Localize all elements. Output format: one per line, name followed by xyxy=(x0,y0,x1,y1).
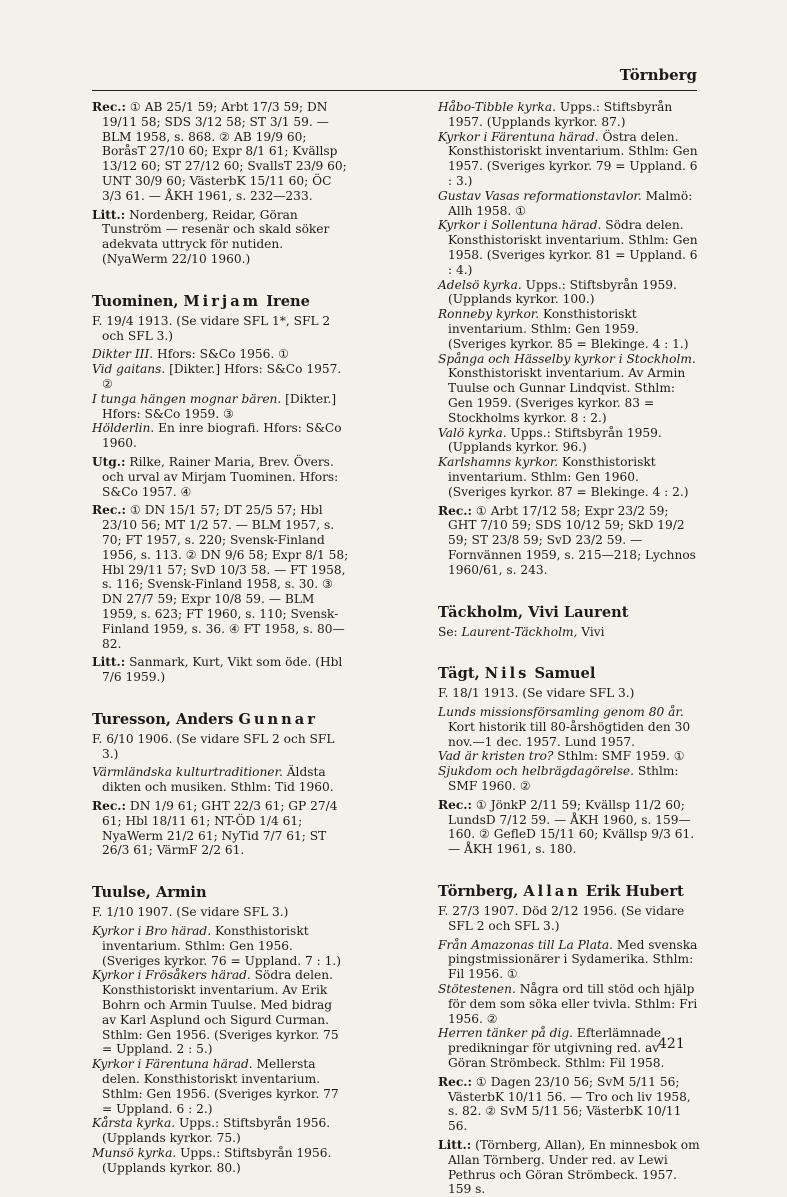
entry-heading: Turesson, Anders Gunnar xyxy=(92,710,318,728)
entry-tuominen xyxy=(92,293,350,685)
page-number: 421 xyxy=(658,1036,685,1052)
work-item: Kyrkor i Färentuna härad. Mellersta delen. Konsthistoriskt inventarium. Sthlm: Gen 1956. (Sveriges kyrkor. 77 = Uppland. 6 : 2.) xyxy=(92,1057,339,1116)
reviews: Rec.: ① DN 15/1 57; DT 25/5 57; Hbl 23/10 56; MT 1/2 57. — BLM 1957, s. 70; FT 1957, s. 220; Svensk-Finland 1956, s. 113. ② DN 9/6 58; Expr 8/1 58; Hbl 29/11 57; SvD 10/3 58. — FT 1958, s. 116; Svensk-Finland 1958, s. 30. ③ DN 27/7 59; Expr 10/8 59. — BLM 1959, s. 623; FT 1960, s. 110; Svensk-Finland 1959, s. 36. ④ FT 1958, s. 80—82. xyxy=(92,503,349,651)
work-item: Från Amazonas till La Plata. Med svenska pingstmissionärer i Sydamerika. Sthlm: Fil 1956. ① xyxy=(438,937,698,982)
work-item: Sjukdom och helbrägdagörelse. Sthlm: SMF 1960. ② xyxy=(438,764,679,794)
work-item: Lunds missionsförsamling genom 80 år. Kort historik till 80-årshögtiden den 30 nov.—1 dec. 1957. Lund 1957. xyxy=(438,705,691,749)
work-item: Munsö kyrka. Upps.: Stiftsbyrån 1956. (Upplands kyrkor. 80.) xyxy=(92,1146,332,1175)
work-item: Kyrkor i Frösåkers härad. Södra delen. Konsthistoriskt inventarium. Av Erik Bohrn och Armin Tuulse. Med bidrag av Karl Asplund och Sigurd Curman. Sthlm: Gen 1956. (Sveriges kyrkor. 75 = Uppland. 2 : 5.) xyxy=(92,968,339,1057)
work-item: Spånga och Hässelby kyrkor i Stockholm. Konsthistoriskt inventarium. Av Armin Tuulse och Gunnar Lindqvist. Sthlm: Gen 1959. (Sveriges kyrkor. 83 = Stockholms kyrkor. 8 : 2.) xyxy=(438,351,696,425)
entry-heading: Täckholm, Vivi Laurent xyxy=(438,603,629,621)
bio-line: F. 19/4 1913. (Se vidare SFL 1*, SFL 2 och SFL 3.) xyxy=(92,313,331,343)
running-head: Törnberg xyxy=(619,66,697,84)
work-item: Valö kyrka. Upps.: Stiftsbyrån 1959. (Upplands kyrkor. 96.) xyxy=(438,425,662,455)
reviews: Rec.: ① JönkP 2/11 59; Kvällsp 11/2 60; LundsD 7/12 59. — ÅKH 1960, s. 159—160. ② GefleD 15/11 60; Kvällsp 9/3 61. — ÅKH 1961, s. 180. xyxy=(438,797,695,857)
bio-line: F. 18/1 1913. (Se vidare SFL 3.) xyxy=(438,686,635,701)
work-item: Kyrkor i Bro härad. Konsthistoriskt inventarium. Sthlm: Gen 1956. (Sveriges kyrkor. 76 = Uppland. 7 : 1.) xyxy=(92,924,342,968)
entry-tackholm xyxy=(438,604,700,640)
reviews: Rec.: ① Dagen 23/10 56; SvM 5/11 56; VästerbK 10/11 56. — Tro och liv 1958, s. 82. ② SvM 5/11 56; VästerbK 10/11 56. xyxy=(438,1074,691,1134)
work-item: Stötestenen. Några ord till stöd och hjälp för dem som söka eller tvivla. Sthlm: Fri 1956. ② xyxy=(438,982,698,1026)
entry-heading: Törnberg, Allan Erik Hubert xyxy=(438,883,684,901)
work-item: Kyrkor i Färentuna härad. Östra delen. Konsthistoriskt inventarium. Sthlm: Gen 1957. (Sveriges kyrkor. 79 = Uppland. 6 : 3.) xyxy=(438,129,698,188)
reviews: Rec.: DN 1/9 61; GHT 22/3 61; GP 27/4 61; Hbl 18/11 61; NT-ÖD 1/4 61; NyaWerm 21/2 61; NyTid 7/7 61; ST 26/3 61; VärmF 2/2 61. xyxy=(92,799,338,858)
reviews: Rec.: ① Arbt 17/12 58; Expr 23/2 59; GHT 7/10 59; SDS 10/12 59; SkD 19/2 59; ST 23/8 59; SvD 23/2 59. — Fornvännen 1959, s. 215—218; Lychnos 1960/61, s. 243. xyxy=(438,503,696,577)
work-item: Värmländska kulturtraditioner. Äldsta dikten och musiken. Sthlm: Tid 1960. xyxy=(92,765,334,795)
literature: Litt.: (Törnberg, Allan), En minnesbok om Allan Törnberg. Under red. av Lewi Pethrus och Göran Strömbeck. 1957. 159 s. xyxy=(438,1138,700,1197)
work-item: Dikter III. Hfors: S&Co 1956. ① xyxy=(92,347,290,362)
edited-works: Utg.: Rilke, Rainer Maria, Brev. Övers. och urval av Mirjam Tuominen. Hfors: S&Co 1957. ④ xyxy=(92,454,339,499)
bio-line: F. 27/3 1907. Död 2/12 1956. (Se vidare SFL 2 och SFL 3.) xyxy=(438,904,685,933)
left-column xyxy=(92,100,350,1176)
work-item: Karlshamns kyrkor. Konsthistoriskt inventarium. Sthlm: Gen 1960. (Sveriges kyrkor. 87 = Blekinge. 4 : 2.) xyxy=(438,455,689,499)
work-item: Adelsö kyrka. Upps.: Stiftsbyrån 1959. (Upplands kyrkor. 100.) xyxy=(438,277,677,307)
work-item: Gustav Vasas reformationstavlor. Malmö: Allh 1958. ① xyxy=(438,188,693,218)
work-item: Kårsta kyrka. Upps.: Stiftsbyrån 1956. (Upplands kyrkor. 75.) xyxy=(92,1116,331,1146)
literature: Litt.: Nordenberg, Reidar, Göran Tunström — resenär och skald söker adekvata uttryck för nutiden. (NyaWerm 22/10 1960.) xyxy=(92,207,330,266)
entry-tunstrom-continued xyxy=(92,100,350,267)
work-item: Vid gaitans. [Dikter.] Hfors: S&Co 1957. ② xyxy=(92,362,342,391)
work-item: Ronneby kyrkor. Konsthistoriskt inventarium. Sthlm: Gen 1959. (Sveriges kyrkor. 85 = Blekinge. 4 : 1.) xyxy=(438,307,689,351)
entry-heading: Tägt, Nils Samuel xyxy=(438,665,596,683)
work-item: Vad är kristen tro? Sthlm: SMF 1959. ① xyxy=(438,749,685,764)
entry-turesson xyxy=(92,711,350,858)
entry-tagt xyxy=(438,665,700,857)
literature: Litt.: Sanmark, Kurt, Vikt som öde. (Hbl 7/6 1959.) xyxy=(92,655,343,685)
work-item: Herren tänker på dig. Efterlämnade predikningar för utgivning red. av Göran Strömbeck. Sthlm: Fil 1958. xyxy=(438,1026,665,1071)
bio-line: F. 6/10 1906. (Se vidare SFL 2 och SFL 3.) xyxy=(92,731,335,761)
work-item: Håbo-Tibble kyrka. Upps.: Stiftsbyrån 1957. (Upplands kyrkor. 87.) xyxy=(438,100,673,129)
page-header xyxy=(92,62,697,91)
cross-reference: Se: Laurent-Täckholm, Vivi xyxy=(438,624,605,639)
bio-line: F. 1/10 1907. (Se vidare SFL 3.) xyxy=(92,905,289,920)
reviews: Rec.: ① AB 25/1 59; Arbt 17/3 59; DN 19/11 58; SDS 3/12 58; ST 3/1 59. — BLM 1958, s. 868. ② AB 19/9 60; BoråsT 27/10 60; Expr 8/1 61; Kvällsp 13/12 60; ST 27/12 60; SvallsT 23/9 60; UNT 30/9 60; VästerbK 15/11 60; ÖC 3/3 61. — ÅKH 1961, s. 232—233. xyxy=(92,100,347,203)
entry-heading: Tuulse, Armin xyxy=(92,884,207,902)
entry-tuulse-continued xyxy=(438,100,700,578)
right-column xyxy=(438,100,700,1197)
work-item: Hölderlin. En inre biografi. Hfors: S&Co 1960. xyxy=(92,421,342,451)
entry-tuulse xyxy=(92,884,350,1175)
work-item: Kyrkor i Sollentuna härad. Södra delen. Konsthistoriskt inventarium. Sthlm: Gen 1958. (Sveriges kyrkor. 81 = Uppland. 6 : 4.) xyxy=(438,218,698,277)
entry-heading: Tuominen, Mirjam Irene xyxy=(92,292,310,310)
work-item: I tunga hängen mognar bären. [Dikter.] Hfors: S&Co 1959. ③ xyxy=(92,391,337,421)
